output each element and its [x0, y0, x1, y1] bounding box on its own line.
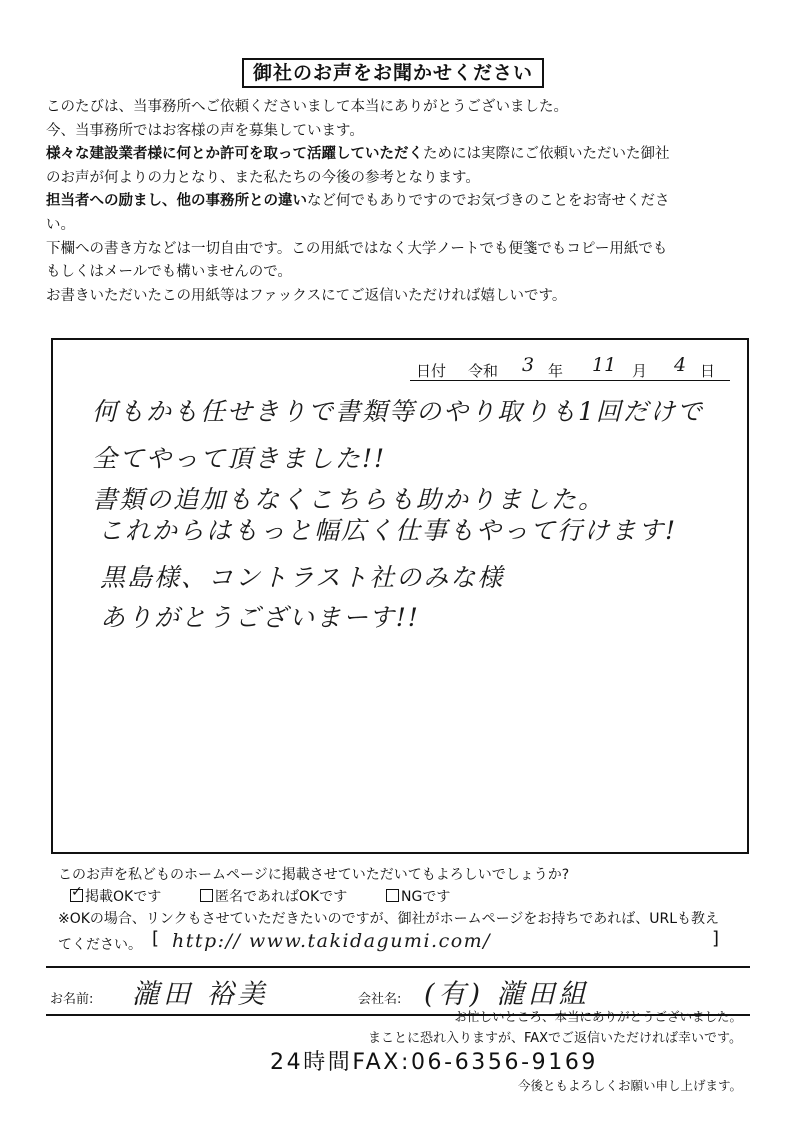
- intro-bold: 様々な建設業者様に何とか許可を取って活躍していただく: [46, 146, 423, 163]
- date-year-unit: 年: [548, 362, 564, 380]
- homepage-url: http:// www.takidagumi.com/: [172, 930, 492, 952]
- intro-text: [46, 96, 766, 308]
- option-publish-ok[interactable]: [70, 886, 161, 906]
- option-label: 掲載OKです: [85, 889, 162, 905]
- intro-line: 今、当事務所ではお客様の声を募集しています。: [46, 122, 364, 139]
- message-line: 何もかも任せきりで書類等のやり取りも1回だけで: [92, 397, 704, 426]
- option-label: NGです: [401, 889, 451, 905]
- checkbox-anonymous-ok[interactable]: [200, 889, 213, 902]
- company-label: 会社名:: [358, 992, 402, 1007]
- checkbox-publish-ok[interactable]: [70, 889, 83, 902]
- option-ng[interactable]: [386, 886, 450, 906]
- message-line: ありがとうございまーす!!: [100, 603, 420, 632]
- url-bracket-open: [: [152, 928, 160, 949]
- message-line: 黒島様、コントラスト社のみな様: [100, 563, 505, 592]
- date-label: 日付: [416, 362, 447, 380]
- message-line: 全てやって頂きました!!: [92, 444, 387, 473]
- intro-bold: 担当者への励まし、他の事務所との違い: [46, 193, 307, 210]
- permission-question: このお声を私どものホームページに掲載させていただいてもよろしいでしょうか?: [58, 867, 570, 883]
- intro-rest: ためには実際にご依頼いただいた御社: [423, 146, 670, 163]
- intro-line: このたびは、当事務所へご依頼くださいまして本当にありがとうございました。: [46, 99, 568, 115]
- date-day-unit: 日: [700, 362, 716, 380]
- message-line: 書類の追加もなくこちらも助かりました。: [92, 485, 606, 514]
- date-day: 4: [674, 354, 687, 376]
- intro-line: お書きいただいたこの用紙等はファックスにてご返信いただければ嬉しいです。: [46, 287, 567, 304]
- footer-fax-request-text: まことに恐れ入りますが、FAXでご返信いただければ幸いです。: [367, 1031, 742, 1046]
- company-value: (有) 瀧田組: [424, 979, 590, 1010]
- option-label: 匿名であればOKです: [215, 889, 348, 905]
- date-year: 3: [522, 354, 535, 376]
- intro-line: のお声が何よりの力となり、また私たちの今後の参考となります。: [46, 169, 480, 186]
- intro-line: い。: [46, 216, 75, 233]
- url-bracket-close: ]: [712, 928, 720, 949]
- footer-fax-request: [368, 1027, 742, 1046]
- link-note: ※OKの場合、リンクもさせていただきたいのですが、御社がホームページをお持ちであれば、URLも教え: [58, 911, 720, 927]
- message-line: これからはもっと幅広く仕事もやって行けます!: [98, 516, 678, 545]
- intro-line: 下欄への書き方などは一切自由です。この用紙ではなく大学ノートでも便箋でもコピー用紙でも: [46, 240, 668, 257]
- fax-number: 24時間FAX:06-6356-9169: [270, 1050, 599, 1075]
- date-month-unit: 月: [632, 362, 648, 380]
- intro-line: [46, 143, 766, 167]
- date-field: [410, 354, 730, 381]
- form-title: 御社のお声をお聞かせください: [242, 58, 544, 88]
- name-value: 瀧田 裕美: [132, 979, 269, 1010]
- date-era: 令和: [468, 362, 499, 380]
- footer-closing: 今後ともよろしくお願い申し上げます。: [517, 1078, 742, 1093]
- footer-thanks: お忙しいところ、本当にありがとうございました。: [454, 1009, 742, 1024]
- link-note-2: てください。: [58, 937, 142, 953]
- option-anonymous-ok[interactable]: [200, 886, 347, 906]
- intro-rest: など何でもありですのでお気づきのことをお寄せくださ: [307, 193, 670, 210]
- name-label: お名前:: [50, 992, 94, 1007]
- intro-line: もしくはメールでも構いませんので。: [46, 264, 292, 281]
- intro-line: [46, 190, 766, 214]
- date-month: 11: [592, 354, 617, 376]
- checkbox-ng[interactable]: [386, 889, 399, 902]
